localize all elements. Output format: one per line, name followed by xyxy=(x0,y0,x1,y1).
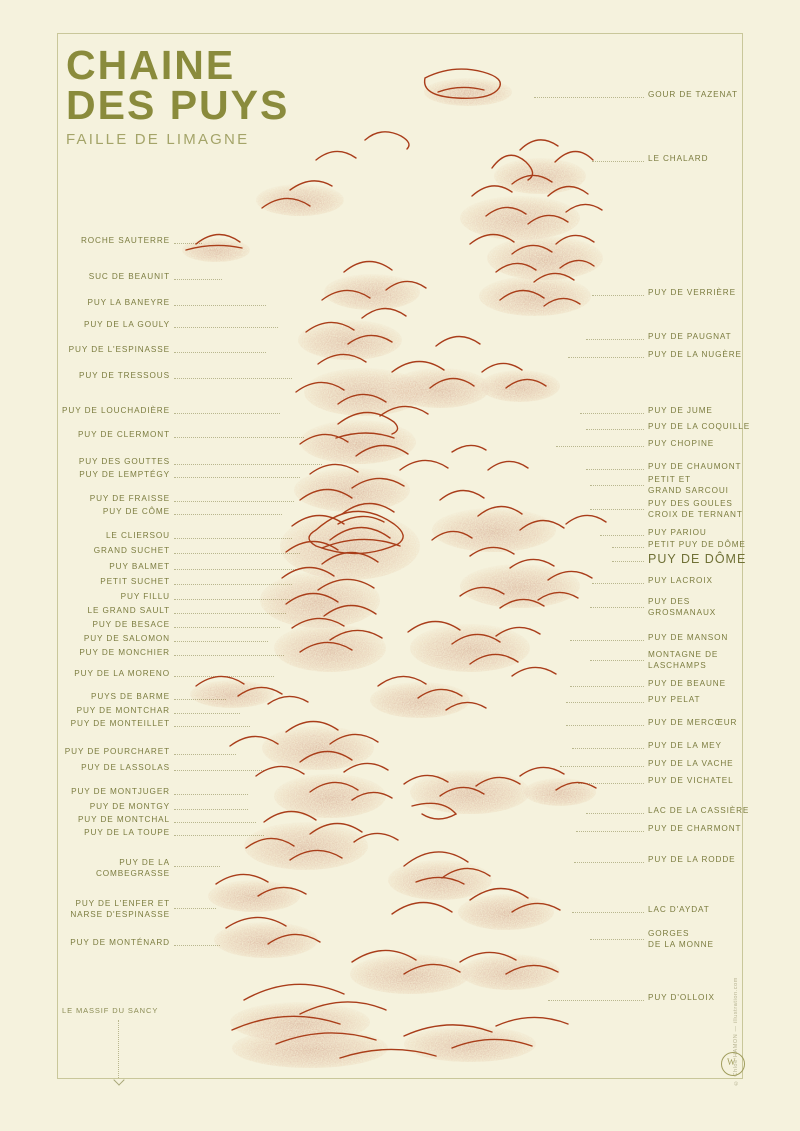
map-label-left: PUY DE LA GOULY xyxy=(83,320,170,329)
map-label-left: PUY DE TRESSOUS xyxy=(78,371,170,380)
credit-text: © Chloé HAMON — illustration.com xyxy=(733,976,739,1085)
map-label-right: PUY DE LA VACHE xyxy=(648,759,734,768)
map-label-left: PUY DE BESACE xyxy=(92,620,170,629)
map-label-left: PUY DE MONTGY xyxy=(89,802,170,811)
map-label-line: NARSE D'ESPINASSE xyxy=(70,909,170,919)
map-label-right: PUY DE VERRIÈRE xyxy=(648,288,736,297)
title-line-1: CHAINE xyxy=(66,42,236,88)
map-label-left: PUY DE L'ESPINASSE xyxy=(68,345,170,354)
map-label-right-multiline xyxy=(648,929,714,950)
map-label-right-multiline xyxy=(648,475,729,496)
map-label-right: PUY LACROIX xyxy=(648,576,713,585)
map-label-right: PUY DE LA NUGÈRE xyxy=(648,350,742,359)
map-label-right: PUY PARIOU xyxy=(648,528,707,537)
title-line-2: DES PUYS xyxy=(66,82,290,129)
map-label-left-multiline xyxy=(92,858,170,879)
map-label-left: SUC DE BEAUNIT xyxy=(88,272,170,281)
map-label-right-multiline xyxy=(648,650,718,671)
map-label-line: GRAND SARCOUI xyxy=(648,485,729,495)
map-label-left: ROCHE SAUTERRE xyxy=(80,236,170,245)
map-label-left: PUY DE POURCHARET xyxy=(64,747,170,756)
map-label-right-multiline xyxy=(648,597,716,618)
map-label-line: MONTAGNE DE xyxy=(648,650,719,659)
map-label-right: LAC D'AYDAT xyxy=(648,905,710,914)
map-label-left: PUY DE LOUCHADIÈRE xyxy=(62,406,170,415)
map-label-right: PUY DE VICHATEL xyxy=(648,776,734,785)
map-label-right: PUY CHOPINE xyxy=(648,439,715,448)
map-label-right: PUY DE CHAUMONT xyxy=(648,462,742,471)
map-label-line: PUY DES GOULES xyxy=(648,499,733,508)
map-label-left: PUY DE MONCHIER xyxy=(79,648,170,657)
map-label-right: PUY DE PAUGNAT xyxy=(648,332,732,341)
map-label-left: PUY BALMET xyxy=(109,562,170,571)
map-label-left: PUY DES GOUTTES xyxy=(78,457,170,466)
map-label-line: COMBEGRASSE xyxy=(95,868,170,878)
map-label-line: PUY DE LA xyxy=(119,858,170,867)
map-label-line: PUY DE L'ENFER ET xyxy=(75,899,170,908)
map-label-right: PUY DE MANSON xyxy=(648,633,729,642)
map-label-left: PUY DE MONTÉNARD xyxy=(70,938,170,947)
map-label-right-multiline xyxy=(648,499,743,520)
map-label-left: PUY DE MONTEILLET xyxy=(70,719,170,728)
map-label-left: PUY DE LA MORENO xyxy=(74,669,170,678)
map-label-left: PUY DE MONTCHAR xyxy=(76,706,170,715)
map-label-line: DE LA MONNE xyxy=(648,939,714,949)
map-label-right: PUY DE LA RODDE xyxy=(648,855,736,864)
map-label-left: PUYS DE BARME xyxy=(90,692,170,701)
map-label-left: LE CLIERSOU xyxy=(105,531,170,540)
map-label-line: GORGES xyxy=(648,929,690,938)
map-label-left: PUY DE SALOMON xyxy=(83,634,170,643)
map-label-left: PUY DE CÔME xyxy=(102,507,170,516)
map-label-left: PUY DE FRAISSE xyxy=(89,494,170,503)
poster-title-block xyxy=(62,42,301,156)
map-label-right: PUY D'OLLOIX xyxy=(648,993,715,1002)
map-label-right: GOUR DE TAZENAT xyxy=(648,90,738,99)
map-label-right: LAC DE LA CASSIÈRE xyxy=(648,806,750,815)
illustrator-logo xyxy=(721,1052,745,1076)
map-label-right: PETIT PUY DE DÔME xyxy=(648,540,746,549)
map-label-right: PUY DE BEAUNE xyxy=(648,679,726,688)
map-label-left: PETIT SUCHET xyxy=(100,577,170,586)
map-label-left: LE GRAND SAULT xyxy=(87,606,170,615)
sancy-note: LE MASSIF DU SANCY xyxy=(62,1006,159,1015)
poster-subtitle: FAILLE DE LIMAGNE xyxy=(66,131,250,149)
map-label-right: PUY DE MERCŒUR xyxy=(648,718,738,727)
map-label-left: PUY FILLU xyxy=(120,592,170,601)
map-label-left-multiline xyxy=(58,899,170,920)
map-label-left: PUY LA BANEYRE xyxy=(87,298,170,307)
map-label-line: PETIT ET xyxy=(648,475,691,484)
map-label-line: CROIX DE TERNANT xyxy=(648,509,743,519)
map-label-right: LE CHALARD xyxy=(648,154,709,163)
map-label-left: GRAND SUCHET xyxy=(93,546,170,555)
map-label-right: PUY DE LA COQUILLE xyxy=(648,422,751,431)
map-label-right: PUY PELAT xyxy=(648,695,701,704)
map-label-right: PUY DE LA MEY xyxy=(648,741,722,750)
map-label-right: PUY DE CHARMONT xyxy=(648,824,742,833)
map-label-left: PUY DE MONTCHAL xyxy=(77,815,170,824)
map-label-left: PUY DE MONTJUGER xyxy=(71,787,170,796)
map-label-left: PUY DE LEMPTÉGY xyxy=(79,470,170,479)
map-label-line: LASCHAMPS xyxy=(648,660,707,670)
map-label-left: PUY DE LA TOUPE xyxy=(84,828,170,837)
map-label-right: PUY DE JUME xyxy=(648,406,713,415)
map-label-left: PUY DE LASSOLAS xyxy=(81,763,170,772)
map-label-puy-de-dome: PUY DE DÔME xyxy=(648,552,747,566)
map-label-line: PUY DES xyxy=(648,597,691,606)
map-label-left: PUY DE CLERMONT xyxy=(77,430,170,439)
map-label-line: GROSMANAUX xyxy=(648,607,717,617)
